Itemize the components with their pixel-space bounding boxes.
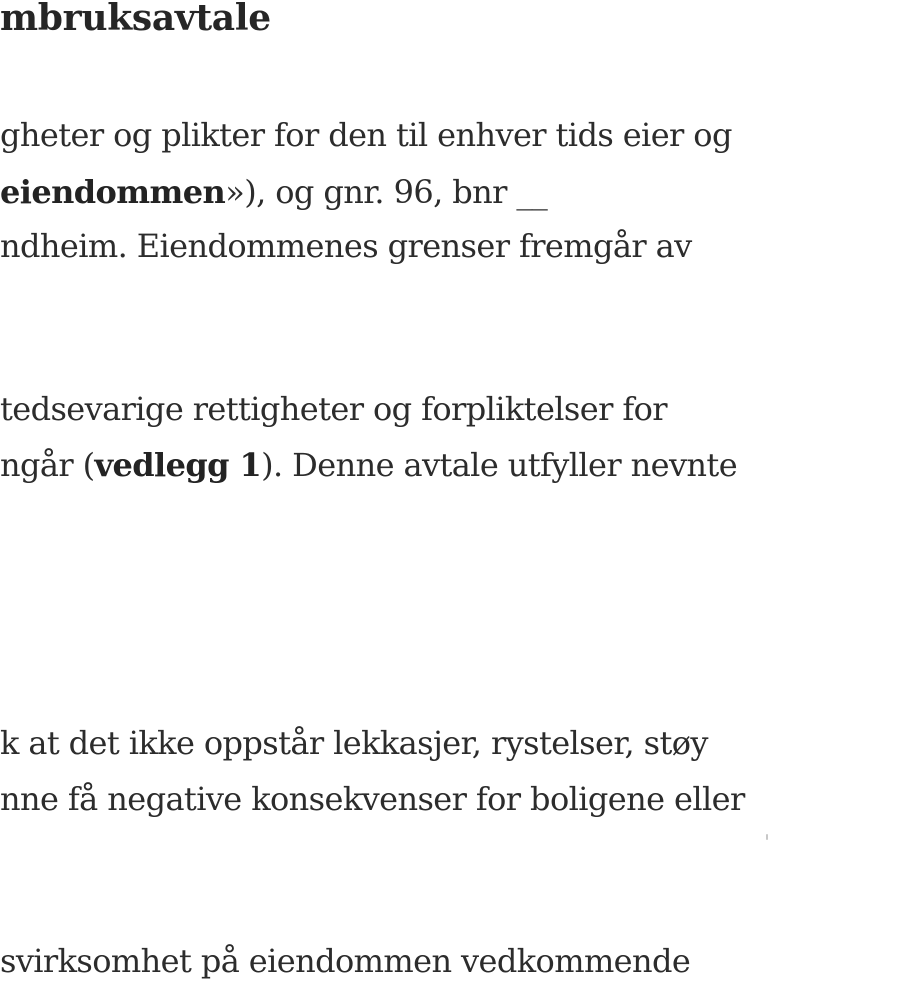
bold-term-eiendommen: eiendommen [0, 173, 226, 211]
document-title: mbruksavtale [0, 0, 271, 39]
paragraph-1-line-2 [0, 172, 547, 212]
bold-term-vedlegg: vedlegg 1 [94, 446, 262, 484]
paragraph-3-line-2: nne få negative konsekvenser for boligene eller [0, 780, 745, 818]
paragraph-4-line-1: svirksomhet på eiendommen vedkommende [0, 942, 691, 980]
paragraph-2-line-1: tedsevarige rettigheter og forpliktelser for [0, 390, 667, 428]
paragraph-1-line-1: gheter og plikter for den til enhver tids eier og [0, 116, 732, 154]
scan-speck [766, 834, 768, 840]
paragraph-1-line-2-rest: »), og gnr. 96, bnr __ [225, 173, 548, 211]
paragraph-2-line-2 [0, 445, 737, 485]
paragraph-3-line-1: k at det ikke oppstår lekkasjer, rystelser, støy [0, 724, 708, 762]
paragraph-2-line-2-pre: ngår ( [0, 446, 95, 484]
paragraph-1-line-3: ndheim. Eiendommenes grenser fremgår av [0, 227, 692, 265]
paragraph-2-line-2-post: ). Denne avtale utfyller nevnte [261, 446, 738, 484]
